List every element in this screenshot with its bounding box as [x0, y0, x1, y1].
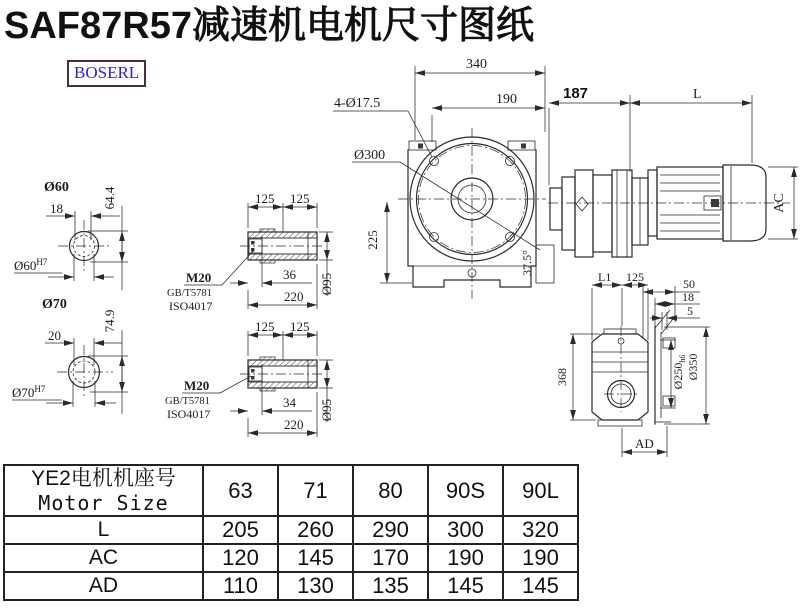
motor-size-table: [3, 464, 579, 601]
table-cell: 290: [353, 516, 428, 544]
dim-label: AC: [772, 193, 787, 213]
table-cell: 190: [503, 544, 578, 572]
standard-label: GB/T5781: [165, 396, 210, 407]
dim-label: $Ø70^{H7}$: [12, 384, 46, 400]
dim-label: 36: [283, 267, 296, 282]
hollow-shaft-view-bottom: [165, 319, 334, 437]
dim-label: 125: [290, 319, 310, 334]
standard-label: GB/T5781: [167, 288, 212, 299]
shaft-end-view-60: [14, 180, 128, 290]
shaft-end-view-70: [12, 297, 128, 414]
dim-label: L1: [598, 270, 612, 284]
dim-label: 125: [255, 319, 275, 334]
table-cell: 145: [503, 572, 578, 600]
row-label: L: [4, 516, 203, 544]
dim-label: $Ø60^{H7}$: [14, 257, 48, 273]
row-label: AC: [4, 544, 203, 572]
dim-label: 125: [626, 270, 644, 284]
brand-logo: BOSERL: [67, 60, 146, 87]
dim-label: 225: [365, 230, 380, 250]
dim-label: 50: [683, 277, 695, 291]
page-title: SAF87R57减速机电机尺寸图纸: [4, 5, 534, 47]
column-header: 90L: [503, 465, 578, 516]
dim-label: 18: [50, 201, 63, 216]
table-cell: 145: [278, 544, 353, 572]
dim-label: Ø350: [686, 353, 700, 381]
table-cell: 190: [428, 544, 503, 572]
table-cell: 170: [353, 544, 428, 572]
motor-size-label-en: Motor Size: [38, 491, 169, 516]
dim-label: 34: [283, 395, 296, 410]
gearmotor-side-view: [548, 85, 798, 257]
dim-label: $Ø250_{h6}$: [671, 354, 687, 390]
column-header: 71: [278, 465, 353, 516]
dim-label: 190: [496, 92, 517, 107]
dim-label: Ø300: [354, 148, 386, 163]
table-header-motor-size: [4, 465, 203, 516]
dim-label: AD: [635, 436, 654, 451]
dim-label: 125: [290, 191, 310, 206]
dim-label: 220: [284, 289, 304, 304]
dim-label: 340: [466, 57, 487, 72]
dim-label: 368: [555, 368, 569, 386]
dim-label: 18: [682, 290, 694, 304]
table-row: [4, 544, 578, 572]
table-cell: 320: [503, 516, 578, 544]
table-cell: 145: [428, 572, 503, 600]
hollow-shaft-view-top: [167, 191, 334, 313]
table-cell: 205: [203, 516, 278, 544]
dim-label: Ø70: [42, 297, 67, 312]
table-cell: 300: [428, 516, 503, 544]
row-label: AD: [4, 572, 203, 600]
dim-label: 4-Ø17.5: [334, 96, 381, 111]
column-header: 90S: [428, 465, 503, 516]
table-cell: 135: [353, 572, 428, 600]
dim-label: 5: [687, 304, 693, 318]
dim-label: 187: [563, 85, 589, 102]
table-cell: 260: [278, 516, 353, 544]
dim-label: 220: [284, 417, 304, 432]
column-header: 80: [353, 465, 428, 516]
dim-label: 20: [48, 328, 61, 343]
table-cell: 120: [203, 544, 278, 572]
dim-label: 74.9: [102, 309, 117, 333]
angle-label: 37.5°: [520, 250, 534, 276]
table-row: [4, 516, 578, 544]
motor-size-label-cn: YE2电机机座号: [31, 467, 176, 490]
standard-label: ISO4017: [167, 407, 211, 421]
table-cell: 110: [203, 572, 278, 600]
thread-label: M20: [184, 378, 210, 393]
gearbox-output-view: [555, 270, 710, 457]
thread-label: M20: [186, 270, 212, 285]
standard-label: ISO4017: [169, 299, 213, 313]
dim-label: Ø95: [319, 272, 334, 296]
dim-label: L: [693, 87, 702, 102]
dim-label: 125: [255, 191, 275, 206]
table-cell: 130: [278, 572, 353, 600]
dim-label: Ø60: [44, 180, 69, 195]
table-row: [4, 572, 578, 600]
column-header: 63: [203, 465, 278, 516]
dim-label: 64.4: [102, 186, 117, 210]
gearbox-front-view: [333, 57, 554, 299]
dim-label: Ø95: [319, 398, 334, 422]
